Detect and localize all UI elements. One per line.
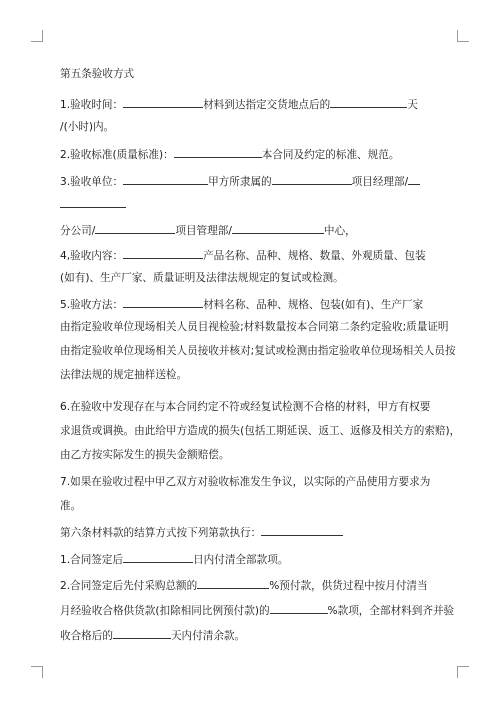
- blank-field[interactable]: [174, 146, 262, 158]
- blank-field[interactable]: [123, 96, 203, 108]
- item-text: 月经验收合格供货款(扣除相同比例预付款)的: [60, 605, 270, 617]
- item-text: 产品名称、品种、规格、数量、外观质量、包装: [203, 250, 426, 262]
- crop-mark-bottom-right: [457, 666, 469, 678]
- article6-heading: [60, 524, 440, 540]
- article5-item7-line1: [60, 475, 440, 489]
- item-text: 4,验收内容：: [60, 250, 124, 262]
- article5-heading: [60, 67, 440, 81]
- article5-item5-line2: [60, 320, 449, 334]
- article5-item1-line1: [60, 96, 440, 112]
- blank-field[interactable]: [123, 296, 203, 308]
- item-text: 由指定验收单位现场相关人员目视检验;材料数量按本合同第二条约定验收;质量证明: [60, 321, 449, 333]
- crop-mark-top-right: [457, 30, 469, 42]
- article5-item7-line2: [60, 499, 440, 513]
- item-text: 2.合同签定后先付采购总额的: [60, 580, 198, 592]
- blank-field[interactable]: [123, 173, 208, 185]
- item-text: 由乙方按实际发生的损失金额赔偿。: [60, 449, 230, 461]
- item-text: 项目经理部/: [351, 176, 409, 188]
- item-text: 中心，: [323, 225, 356, 237]
- article5-item5-line1: [60, 296, 440, 312]
- article5-item3-line1: [60, 173, 440, 189]
- blank-field[interactable]: [123, 247, 203, 259]
- article5-item1-line2: [60, 120, 440, 134]
- item-text: 准。: [60, 500, 82, 512]
- item-text: 3.验收单位：: [60, 176, 124, 188]
- item-text: 本合同及约定的标准、规范。: [261, 149, 400, 161]
- item-text: 1.合同签定后: [60, 554, 124, 566]
- item-text: 收合格后的: [60, 630, 113, 642]
- article5-item3-line2: [60, 196, 440, 212]
- crop-mark-bottom-left: [31, 666, 43, 678]
- article5-item5-line4: [60, 368, 440, 382]
- blank-field[interactable]: [330, 96, 407, 108]
- item-text: 5.验收方法：: [60, 299, 124, 311]
- item-text: 1.验收时间：: [60, 99, 124, 111]
- item-text: 项目管理部/: [175, 225, 232, 237]
- article5-item3-line3: [60, 222, 440, 238]
- blank-field[interactable]: [123, 551, 193, 563]
- item-text: 由指定验收单位现场相关人员接收并核对;复试或检测由指定验收单位现场相关人员按: [60, 345, 456, 357]
- blank-field[interactable]: [272, 173, 352, 185]
- item-text: %款项，全部材料到齐并验: [327, 605, 455, 617]
- heading-text: 第六条材料款的结算方式按下列第款执行：: [60, 527, 262, 539]
- article5-item4-line2: [60, 271, 440, 285]
- item-text: 法律法规的规定抽样送检。: [60, 369, 188, 381]
- item-text: 日内付清全部款项。: [193, 554, 289, 566]
- item-text: 材料到达指定交货地点后的: [203, 99, 331, 111]
- blank-field[interactable]: [408, 173, 420, 185]
- item-text: 天内付清余款。: [170, 630, 246, 642]
- article5-item6-line3: [60, 448, 440, 462]
- article5-item6-line1: [60, 400, 440, 414]
- article6-item1: [60, 551, 440, 567]
- item-text: %预付款，供货过程中按月付清当: [269, 580, 428, 592]
- article5-item6-line2: [60, 424, 461, 438]
- item-text: (如有)、生产厂家、质量证明及法律法规规定的复试或检测。: [60, 272, 344, 284]
- blank-field[interactable]: [197, 577, 269, 589]
- article6-item2-line1: [60, 577, 440, 593]
- heading-text: 第五条验收方式: [60, 68, 135, 80]
- item-text: 分公司/: [60, 225, 96, 237]
- item-text: 2.验收标准(质量标准)：: [60, 149, 174, 161]
- item-text: 6.在验收中发现存在与本合同约定不符或经复试检测不合格的材料，甲方有权要: [60, 401, 431, 413]
- blank-field[interactable]: [95, 222, 175, 234]
- item-text: /(小时)内。: [60, 121, 115, 133]
- article5-item5-line3: [60, 344, 456, 358]
- blank-field[interactable]: [232, 222, 324, 234]
- item-text: 甲方所隶属的: [208, 176, 272, 188]
- item-text: 7.如果在验收过程中甲乙双方对验收标准发生争议，以实际的产品使用方要求为: [60, 476, 431, 488]
- blank-field[interactable]: [60, 196, 126, 208]
- article5-item2: [60, 146, 440, 162]
- blank-field[interactable]: [113, 627, 171, 639]
- article6-item2-line3: [60, 627, 440, 643]
- article5-item4-line1: [60, 247, 440, 263]
- article6-item2-line2: [60, 602, 455, 618]
- item-text: 天: [407, 99, 418, 111]
- item-text: 材料名称、品种、规格、包装(如有)、生产厂家: [203, 299, 424, 311]
- blank-field[interactable]: [261, 524, 343, 536]
- blank-field[interactable]: [270, 602, 328, 614]
- crop-mark-top-left: [31, 30, 43, 42]
- item-text: 求退货或调换。由此给甲方造成的损失(包括工期延误、返工、返修及相关方的索赔)，: [60, 425, 461, 437]
